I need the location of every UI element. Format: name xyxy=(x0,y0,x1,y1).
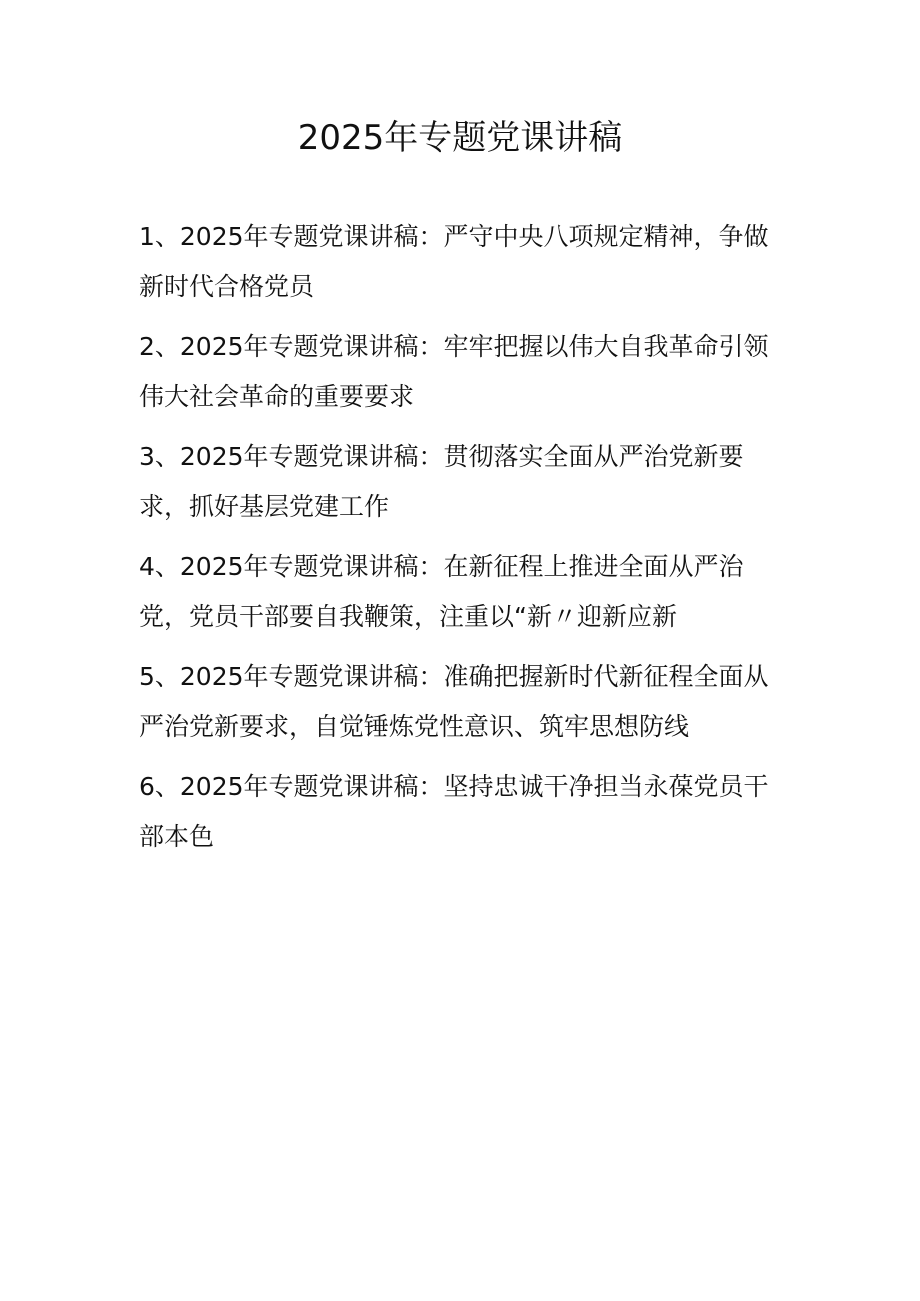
toc-item-3: 3、2025年专题党课讲稿：贯彻落实全面从严治党新要求，抓好基层党建工作 xyxy=(139,442,744,521)
document-title: 2025年专题党课讲稿 xyxy=(297,118,623,158)
toc-item-1: 1、2025年专题党课讲稿：严守中央八项规定精神，争做新时代合格党员 xyxy=(139,222,769,301)
toc-item-5: 5、2025年专题党课讲稿：准确把握新时代新征程全面从严治党新要求，自觉锤炼党性意识、筑牢思想防线 xyxy=(139,662,769,741)
table-of-contents xyxy=(139,212,779,872)
toc-item-4: 4、2025年专题党课讲稿：在新征程上推进全面从严治党，党员干部要自我鞭策，注重以“新〃迎新应新 xyxy=(139,552,744,631)
toc-item-2: 2、2025年专题党课讲稿：牢牢把握以伟大自我革命引领伟大社会革命的重要要求 xyxy=(139,332,769,411)
toc-item-6: 6、2025年专题党课讲稿：坚持忠诚干净担当永葆党员干部本色 xyxy=(139,772,769,851)
